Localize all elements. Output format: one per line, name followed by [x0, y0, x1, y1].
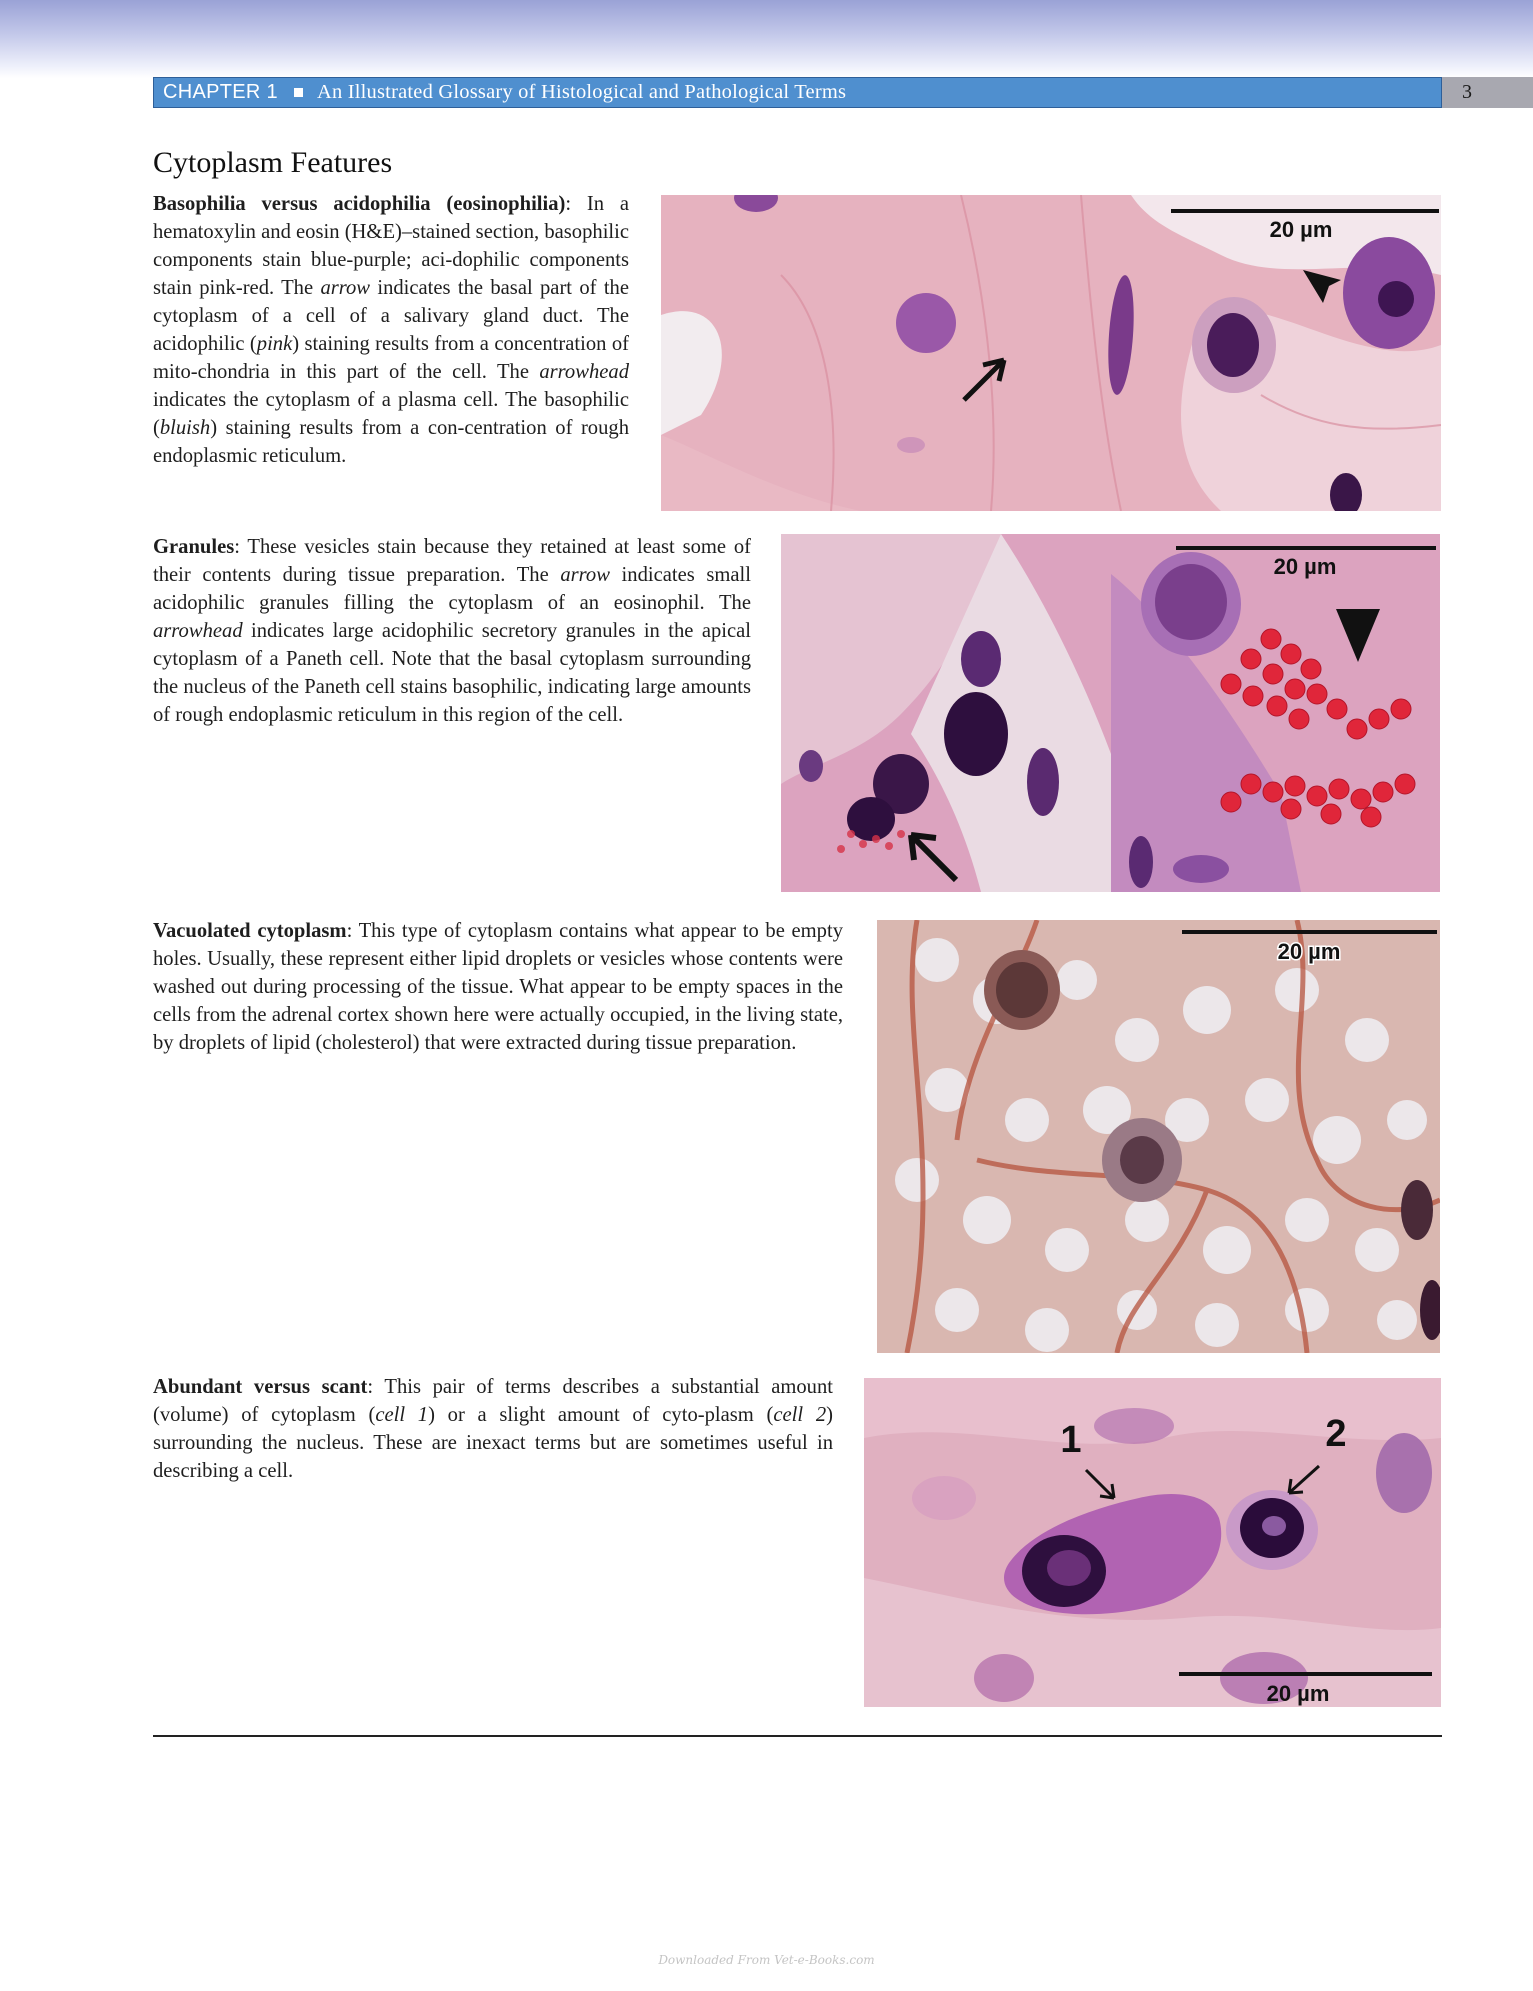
cell-2-label: 2 — [1325, 1413, 1347, 1455]
entry-term: Basophilia versus acidophilia (eosinophilia) — [153, 193, 566, 215]
scale-bar-label: 20 µm — [1273, 554, 1337, 579]
square-bullet-icon — [294, 88, 303, 97]
running-header — [153, 77, 1442, 108]
entry-vacuolated-paragraph: Vacuolated cytoplasm: This type of cytoplasm contains what appear to be empty holes. Usually, these represent either lipid droplets or vesicles whose contents were washed out during processing of the tissue. What appear to be empty spaces in the cells from the adrenal cortex shown here were actually occupied, in the living state, by droplets of lipid (cholesterol) that were extracted during tissue preparation. — [153, 920, 844, 1054]
entry-term: Granules — [153, 536, 235, 558]
scale-bar-label: 20 µm — [1269, 217, 1333, 242]
cell-1-label: 1 — [1060, 1419, 1082, 1461]
entry-abundant-paragraph: Abundant versus scant: This pair of terms describes a substantial amount (volume) of cytoplasm (cell 1) or a slight amount of cyto-plasm (cell 2) surrounding the nucleus. These are inexact terms but are sometimes useful in describing a cell. — [153, 1376, 833, 1482]
entry-term: Abundant versus scant — [153, 1376, 368, 1398]
micrograph-adrenal-cortex — [877, 920, 1440, 1353]
watermark: Downloaded From Vet-e-Books.com — [658, 1953, 875, 1967]
chapter-label: CHAPTER 1 — [163, 81, 278, 103]
entry-term: Vacuolated cytoplasm — [153, 920, 347, 942]
micrograph-salivary-duct — [661, 195, 1441, 511]
section-title: Cytoplasm Features — [153, 146, 393, 179]
micrograph-granules — [781, 534, 1440, 892]
scale-bar-label: 20 µm — [1277, 939, 1341, 964]
top-gradient-band — [0, 0, 1533, 78]
page-number: 3 — [1442, 77, 1533, 108]
entry-granules-paragraph: Granules: These vesicles stain because they retained at least some of their contents during tissue preparation. The arrow indicates small acidophilic granules filling the cytoplasm of an eosinophil. The arrowhead indicates large acidophilic secretory granules in the apical cytoplasm of a Paneth cell. Note that the basal cytoplasm surrounding the nucleus of the Paneth cell stains basophilic, indicating large amounts of rough endoplasmic reticulum in this region of the cell. — [153, 536, 751, 726]
running-header-title: An Illustrated Glossary of Histological and Pathological Terms — [316, 81, 847, 103]
micrograph-abundant-scant — [864, 1378, 1441, 1707]
bottom-rule — [153, 1735, 1442, 1737]
entry-basophilia-paragraph: Basophilia versus acidophilia (eosinophilia): In a hematoxylin and eosin (H&E)–stained section, basophilic components stain blue-purple; aci-dophilic components stain pink-red. The arrow indicates the basal part of the cytoplasm of a cell of a salivary gland duct. The acidophilic (pink) staining results from a concentration of mito-chondria in this part of the cell. The arrowhead indicates the cytoplasm of a plasma cell. The basophilic (bluish) staining results from a con-centration of rough endoplasmic reticulum. — [153, 193, 629, 467]
scale-bar-label: 20 µm — [1266, 1681, 1330, 1706]
